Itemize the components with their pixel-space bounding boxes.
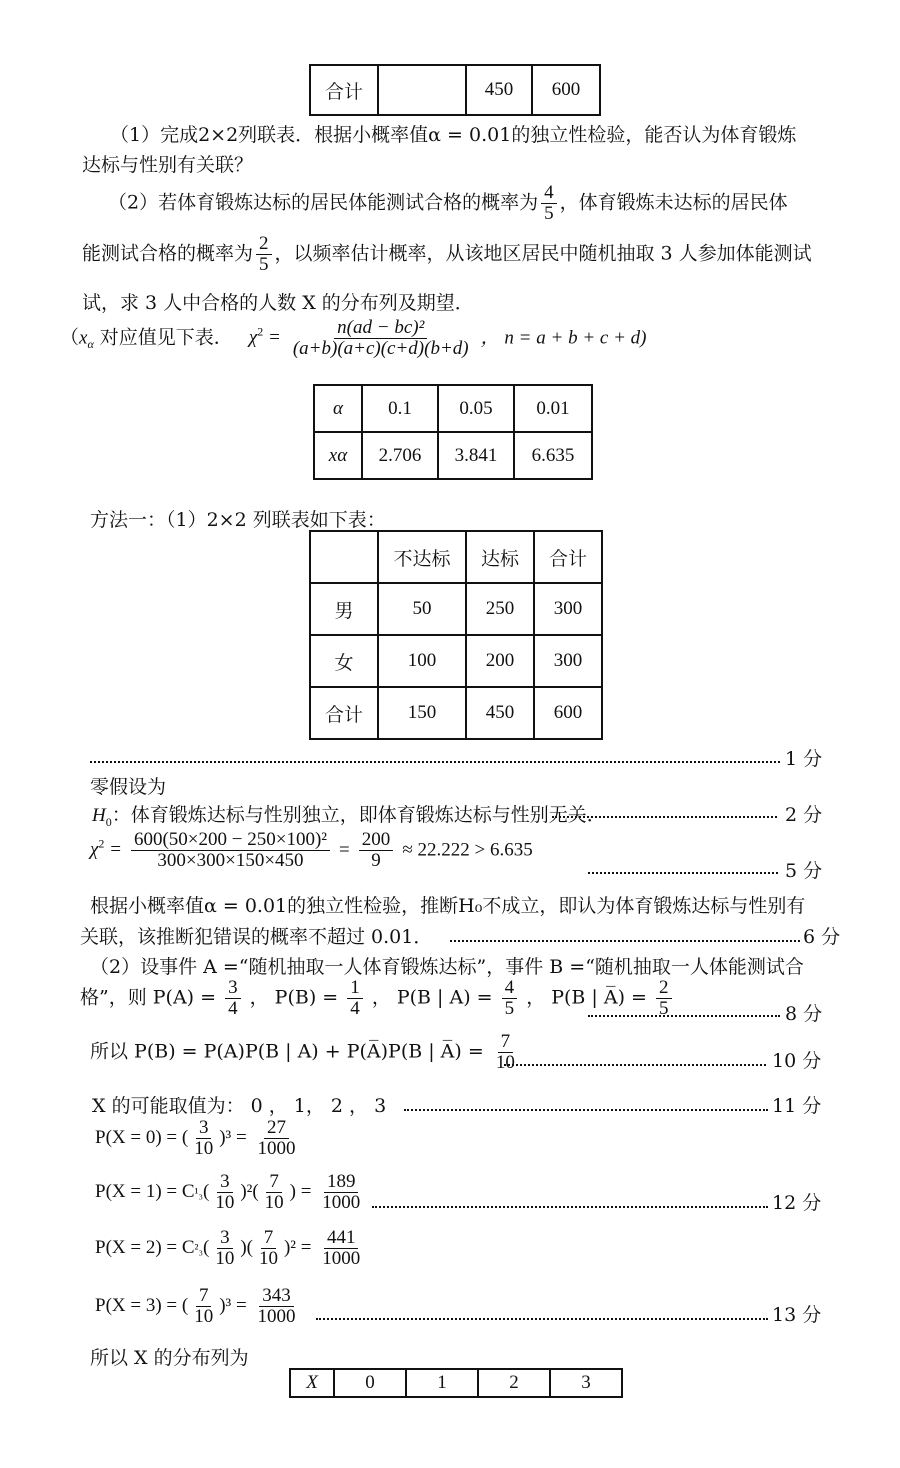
table-cell: 3.841 [438,432,514,479]
fraction: $\frac{1}{4}$ [347,978,363,1019]
hint-text: （ [60,326,80,349]
table-cell: 600 [532,65,600,115]
chi-symbol: $\chi^2$ = [90,837,122,861]
score-10: 10 分 [772,1050,822,1072]
h0-symbol: $H_0$ [92,805,112,829]
score-11: 11 分 [772,1095,822,1117]
fraction: $\frac{27}{1000}$ [257,1117,296,1159]
table-row [314,432,592,479]
table-cell [310,531,378,583]
total-probability-line [90,1032,521,1073]
score-8: 8 分 [785,1003,823,1025]
table-cell: xα [314,432,362,479]
fraction: $\frac{189}{1000}$ [322,1171,361,1213]
fraction: $\frac{3}{10}$ [215,1171,235,1213]
fraction: $\frac{2}{5}$ [656,978,672,1019]
table-cell: 1 [406,1369,478,1397]
px2-line: P(X = 2) = C²₃( $\frac{3}{10}$ )( $\frac{7}{10}$ )² = $\frac{441}{1000}$ [95,1228,366,1269]
dotted-leader [450,940,800,942]
question-2-line2 [82,234,812,275]
dotted-leader [588,872,778,874]
question-1-line2: 达标与性别有关联？ [82,154,254,176]
method-1-heading: 方法一：（1）2×2 列联表如下表： [90,509,386,531]
table-cell: 合计 [310,687,378,739]
total-prob-text: 所以 P(B) = P(A)P(B | A) + P(A̅)P(B | A̅) = [90,1040,484,1063]
fraction: $\frac{441}{1000}$ [322,1227,361,1269]
table-row [310,65,600,115]
hint-text: 对应值见下表． [93,326,233,349]
score-6: 6 分 [803,926,841,948]
fraction: $\frac{343}{1000}$ [257,1285,296,1327]
table-cell: 不达标 [378,531,466,583]
chi-calc-fraction: $\frac{\text{600(50×200 − 250×100)²}}{300\times 300\times 150\times 450}$ [131,830,330,871]
alpha-sub: α [87,337,94,352]
dotted-leader [552,816,777,818]
table-cell: 2 [478,1369,550,1397]
table-cell: 0.05 [438,385,514,432]
table-row [310,687,602,739]
h0-line [92,800,606,830]
table-cell: 女 [310,635,378,687]
chi-symbol: $\chi^2$ = [248,325,281,349]
score-2: 2 分 [785,804,823,826]
dotted-leader [404,1109,768,1111]
fraction: $\frac{7}{10}$ [495,1031,515,1073]
table-row [310,583,602,635]
fraction: $\frac{3}{4}$ [225,978,241,1019]
table-cell [378,65,466,115]
dotted-leader [504,1064,766,1066]
table-cell: 300 [534,635,602,687]
fraction: $\frac{3}{10}$ [215,1227,235,1269]
chi-square-formula: $\frac{\text{n(ad − bc)²}}{(a+b)(a+c)(c+d)(b+d)}$ [292,317,469,359]
question-1-line1: （1）完成2×2列联表．根据小概率值α = 0.01的独立性检验，能否认为体育锻炼 [110,124,797,146]
fraction: $\frac{4}{5}$ [541,183,557,224]
fraction: $\frac{3}{10}$ [194,1117,214,1159]
px0-line: P(X = 0) = ( $\frac{3}{10}$ )³ = $\frac{27}{1000}$ [95,1118,301,1159]
score-5: 5 分 [785,860,823,882]
event-definition-line: （2）设事件 A =“随机抽取一人体育锻炼达标”，事件 B =“随机抽取一人体能测试合 [90,956,804,978]
null-hypothesis-label: 零假设为 [90,776,167,798]
table-row [290,1369,622,1397]
alpha-table [313,384,593,480]
table-cell: 2.706 [362,432,438,479]
table-cell: 0.1 [362,385,438,432]
fraction: $\frac{4}{5}$ [502,978,518,1019]
table-cell: 250 [466,583,534,635]
x-symbol: x [79,327,88,349]
table-cell: 50 [378,583,466,635]
px1-line: P(X = 1) = C¹₃( $\frac{3}{10}$ )²( $\frac{7}{10}$ ) = $\frac{189}{1000}$ [95,1172,366,1213]
table-cell: 150 [378,687,466,739]
contingency-table [309,530,603,740]
chi-calc-line: $\chi^2$ = $\frac{\text{600(50×200 − 250×100)²}}{300\times 300\times 150\times 450}$ = $\frac{200}{9}$ ≈ 22.222 > 6.635 [90,829,533,871]
fraction: $\frac{7}{10}$ [258,1227,278,1269]
table-row [310,635,602,687]
hint-tail: ， n = a + b + c + d) [480,327,647,349]
distribution-table [289,1368,623,1398]
table-row [314,385,592,432]
x-values-line: X 的可能取值为： 0 ， 1， 2 ， 3 [92,1095,387,1117]
table-cell: X [290,1369,334,1397]
q2-text: （2）若体育锻炼达标的居民体能测试合格的概率为 [108,191,539,214]
table-cell: 0.01 [514,385,592,432]
probability-line [80,978,675,1019]
chi-calc-result: $\frac{200}{9}$ [359,830,394,871]
table-cell: 男 [310,583,378,635]
pbna-label: ， P(B | A̅) = [526,986,647,1009]
px3-line: P(X = 3) = ( $\frac{7}{10}$ )³ = $\frac{343}{1000}$ [95,1286,301,1327]
table-cell: 6.635 [514,432,592,479]
chi-calc-tail: ≈ 22.222 > 6.635 [402,839,533,861]
table-cell: 0 [334,1369,406,1397]
conclusion-line2: 关联，该推断犯错误的概率不超过 0.01． [80,926,433,948]
q2-text: ，以频率估计概率，从该地区居民中随机抽取 3 人参加体能测试 [274,242,812,265]
table-cell: 合计 [534,531,602,583]
table-cell: 300 [534,583,602,635]
table-cell: 100 [378,635,466,687]
fraction: $\frac{7}{10}$ [264,1171,284,1213]
table-cell: 200 [466,635,534,687]
table-cell: 450 [466,687,534,739]
score-1: 1 分 [785,748,823,770]
q2-text: 能测试合格的概率为 [82,242,254,265]
question-2-line3: 试，求 3 人中合格的人数 X 的分布列及期望． [82,292,474,314]
distribution-label: 所以 X 的分布列为 [90,1347,249,1369]
table-cell: 450 [466,65,532,115]
table-row [310,531,602,583]
q2-text: ，体育锻炼未达标的居民体 [559,191,788,214]
fraction: $\frac{7}{10}$ [194,1285,214,1327]
dotted-leader [90,761,780,763]
dotted-leader [316,1318,768,1320]
table-cell: 600 [534,687,602,739]
table-cell: 达标 [466,531,534,583]
h0-text: ：体育锻炼达标与性别独立，即体育锻炼达标与性别无关． [111,804,606,826]
dotted-leader [588,1015,780,1017]
dotted-leader [372,1206,768,1208]
conclusion-line1: 根据小概率值α = 0.01的独立性检验，推断H₀不成立，即认为体育锻炼达标与性别有 [90,895,806,917]
table-cell: 合计 [310,65,378,115]
top-table [309,64,601,116]
pb-label: ， P(B) = [249,986,339,1009]
table-cell: 3 [550,1369,622,1397]
chi-formula-line [60,318,646,359]
pba-label: ， P(B | A) = [371,986,493,1009]
table-cell: α [314,385,362,432]
score-12: 12 分 [772,1192,822,1214]
score-13: 13 分 [772,1304,822,1326]
fraction: $\frac{2}{5}$ [256,234,272,275]
pa-label: 格”，则 P(A) = [80,986,217,1009]
question-2-line1 [108,183,788,224]
